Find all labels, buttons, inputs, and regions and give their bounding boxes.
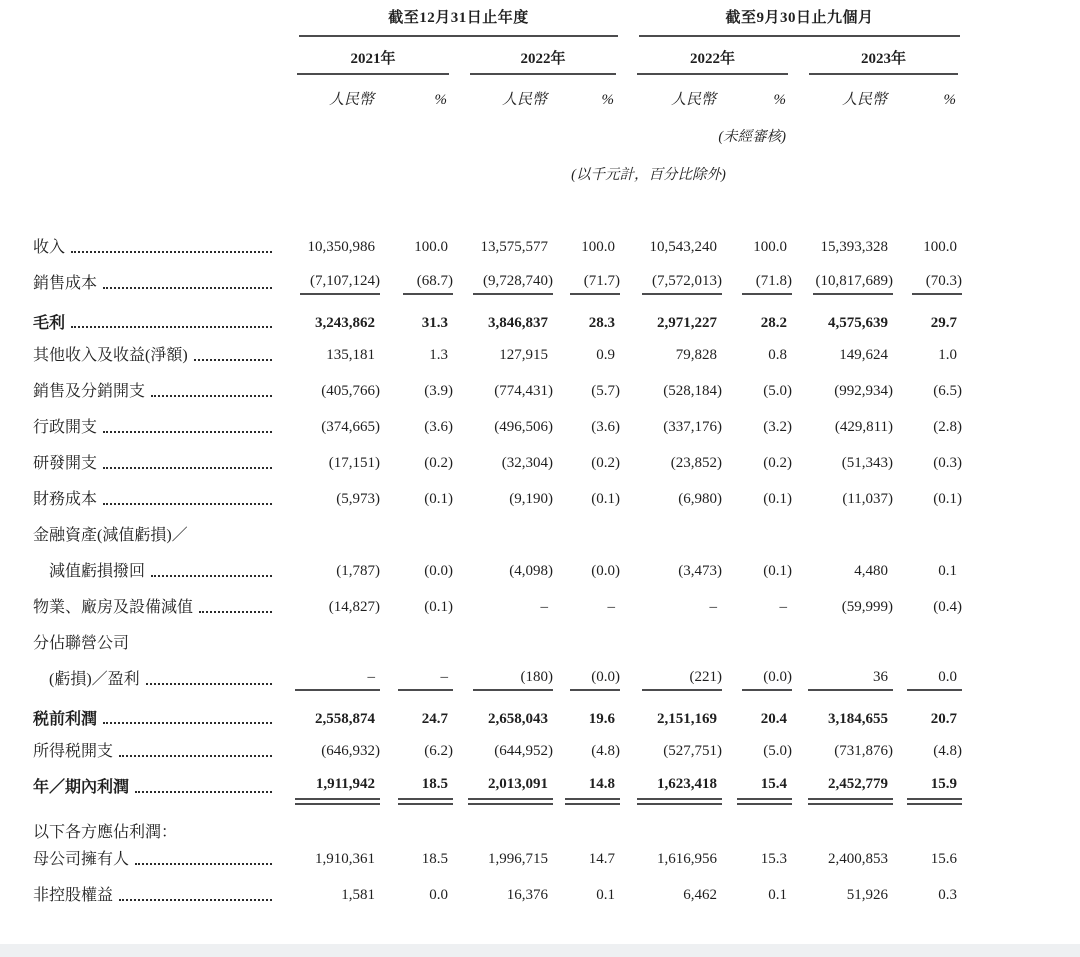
row-label: 銷售及分銷開支 (33, 374, 280, 410)
cell-value: 16,376 (506, 887, 548, 904)
unit-rmb: 人民幣 (328, 92, 374, 108)
cell-value: 15,393,328 (820, 239, 889, 256)
dot-leader (71, 326, 272, 328)
year-header-row (33, 37, 962, 75)
cell-value: 29.7 (930, 314, 958, 331)
cell-value: (496,506) (494, 419, 553, 436)
cell-value: 100.0 (923, 239, 958, 256)
cell-value: (4.8) (933, 743, 963, 760)
dot-leader (135, 863, 272, 865)
cell-value: (5.0) (763, 743, 793, 760)
cell-value (792, 518, 893, 554)
cell-value (620, 518, 722, 554)
row-label: 年／期內利潤 (33, 770, 280, 806)
cell-value: (0.0) (424, 563, 453, 580)
cell-value: (51,343) (841, 455, 894, 472)
dot-leader (119, 755, 272, 757)
cell-value: (0.4) (933, 599, 963, 616)
cell-value: (0.0) (722, 662, 792, 698)
cell-value: 1.3 (429, 347, 448, 364)
cell-value: 0.3 (938, 887, 958, 904)
cell-value (280, 626, 380, 662)
cell-value: (0.1) (763, 491, 793, 508)
unit-rmb: 人民幣 (842, 92, 888, 108)
page-bottom-strip (0, 944, 1080, 957)
cell-value: 0.8 (768, 347, 788, 364)
cell-value: 18.5 (380, 770, 453, 806)
dot-leader (103, 722, 272, 724)
dot-leader (103, 431, 272, 433)
cell-value: (71.7) (553, 266, 620, 302)
year-col-2022fy: 2022年 (453, 37, 620, 75)
cell-value: 2,452,779 (792, 770, 893, 806)
cell-value: (0.1) (424, 491, 453, 508)
row-label: 行政開支 (33, 410, 280, 446)
table-row (33, 878, 962, 914)
cell-value: (59,999) (841, 599, 894, 616)
cell-value: (0.1) (424, 599, 453, 616)
unaudited-note: (未經審核) (718, 129, 787, 145)
cell-value: 18.5 (421, 851, 448, 868)
cell-value: 1,581 (341, 887, 375, 904)
cell-value: – (540, 599, 548, 616)
row-label: 銷售成本 (33, 266, 280, 302)
table-row (33, 770, 962, 806)
dot-leader (194, 359, 272, 361)
dot-leader (151, 575, 272, 577)
cell-value: (527,751) (663, 743, 723, 760)
row-label: 減值虧損撥回 (33, 554, 280, 590)
row-label: 金融資產(減值虧損)／ (33, 527, 188, 545)
cell-value: (774,431) (494, 383, 553, 400)
cell-value: (2.8) (933, 419, 963, 436)
cell-value: 0.1 (768, 887, 788, 904)
dot-leader (103, 287, 272, 289)
dot-leader (151, 395, 272, 397)
cell-value: 2,558,874 (315, 710, 375, 727)
period-9m-group (620, 0, 962, 37)
cell-value: (5.0) (763, 383, 793, 400)
cell-value: 10,543,240 (649, 239, 718, 256)
cell-value: 79,828 (675, 347, 718, 364)
row-label: 分佔聯營公司 (33, 635, 130, 653)
cell-value: 0.1 (596, 887, 616, 904)
cell-value: 1,623,418 (620, 770, 722, 806)
cell-value (722, 806, 792, 842)
cell-value: 0.0 (429, 887, 448, 904)
cell-value: 3,243,862 (315, 314, 375, 331)
dot-leader (146, 683, 272, 685)
cell-value: (9,190) (509, 491, 553, 508)
cell-value: 100.0 (581, 239, 616, 256)
corner-cell (33, 0, 280, 37)
cell-value: (3,473) (678, 563, 723, 580)
unit-pct: % (601, 92, 615, 108)
cell-value: 1.0 (938, 347, 958, 364)
cell-value: (9,728,740) (453, 266, 553, 302)
cell-value (553, 626, 620, 662)
cell-value: (68.7) (380, 266, 453, 302)
year-col-2023-9m: 2023年 (792, 37, 962, 75)
cell-value: (6.2) (424, 743, 453, 760)
table-row (33, 554, 962, 590)
row-label: 財務成本 (33, 482, 280, 518)
cell-value (380, 518, 453, 554)
cell-value: – (380, 662, 453, 698)
cell-value: 28.3 (588, 314, 616, 331)
cell-value: (7,107,124) (280, 266, 380, 302)
header-spacer (33, 186, 962, 230)
table-row (33, 482, 962, 518)
row-label: 毛利 (33, 302, 280, 338)
dot-leader (103, 503, 272, 505)
cell-value: (11,037) (842, 491, 894, 508)
cell-value: 3,846,837 (488, 314, 548, 331)
cell-value: (992,934) (834, 383, 894, 400)
cell-value: 2,151,169 (657, 710, 718, 727)
period-header-row (33, 0, 962, 37)
cell-value: (7,572,013) (620, 266, 722, 302)
cell-value: 127,915 (499, 347, 548, 364)
cell-value (280, 518, 380, 554)
units-note-row (33, 148, 962, 186)
table-row (33, 842, 962, 878)
table-row (33, 590, 962, 626)
year-col-2021: 2021年 (280, 37, 453, 75)
cell-value: (71.8) (722, 266, 792, 302)
unit-pct: % (434, 92, 447, 108)
unit-rmb: 人民幣 (671, 92, 717, 108)
cell-value (792, 806, 893, 842)
cell-value: (644,952) (494, 743, 553, 760)
row-label: 收入 (33, 230, 280, 266)
cell-value: (3.6) (591, 419, 621, 436)
unaudited-row (33, 110, 962, 148)
cell-value (620, 806, 722, 842)
cell-value: (731,876) (834, 743, 894, 760)
cell-value: (374,665) (321, 419, 380, 436)
cell-value: 28.2 (760, 314, 788, 331)
cell-value: (3.9) (424, 383, 453, 400)
cell-value: (0.0) (591, 563, 621, 580)
cell-value: (0.0) (553, 662, 620, 698)
cell-value: (646,932) (321, 743, 380, 760)
cell-value: 15.4 (722, 770, 792, 806)
cell-value (893, 626, 962, 662)
cell-value: 4,480 (854, 563, 889, 580)
cell-value: (32,304) (501, 455, 553, 472)
table-row (33, 266, 962, 302)
cell-value: (0.1) (933, 491, 963, 508)
cell-value: (17,151) (328, 455, 380, 472)
row-label: (虧損)／盈利 (33, 662, 280, 698)
period-fy-group (280, 0, 620, 37)
cell-value: 1,616,956 (657, 851, 718, 868)
cell-value (380, 626, 453, 662)
cell-value: (3.2) (763, 419, 793, 436)
units-note: (以千元計，百分比除外) (571, 167, 726, 183)
cell-value: (0.1) (763, 563, 793, 580)
cell-value: 2,400,853 (828, 851, 889, 868)
cell-value (453, 518, 553, 554)
cell-value: (3.6) (424, 419, 453, 436)
dot-leader (135, 791, 272, 793)
cell-value: 3,184,655 (828, 710, 889, 727)
cell-value: 15.9 (893, 770, 962, 806)
table-body (33, 230, 962, 914)
cell-value (722, 626, 792, 662)
cell-value: (0.2) (424, 455, 453, 472)
period-fy-label: 截至12月31日止年度 (299, 6, 618, 37)
cell-value: (6,980) (678, 491, 723, 508)
table-row (33, 410, 962, 446)
cell-value: – (709, 599, 718, 616)
cell-value: 14.7 (588, 851, 616, 868)
table-header (33, 0, 962, 230)
cell-value (893, 806, 962, 842)
cell-value (280, 806, 380, 842)
cell-value: (528,184) (663, 383, 723, 400)
cell-value: – (779, 599, 788, 616)
cell-value: (0.2) (763, 455, 793, 472)
unit-rmb: 人民幣 (501, 92, 547, 108)
dot-leader (199, 611, 272, 613)
cell-value: (429,811) (834, 419, 894, 436)
cell-value: 14.8 (553, 770, 620, 806)
cell-value: (4,098) (509, 563, 553, 580)
cell-value: 19.6 (588, 710, 616, 727)
cell-value: (1,787) (336, 563, 380, 580)
row-label: 非控股權益 (33, 878, 280, 914)
cell-value: 36 (792, 662, 893, 698)
cell-value: – (280, 662, 380, 698)
table-row (33, 734, 962, 770)
cell-value (553, 518, 620, 554)
dot-leader (119, 899, 272, 901)
cell-value: 15.6 (930, 851, 958, 868)
row-label: 以下各方應佔利潤： (33, 823, 178, 841)
dot-leader (71, 251, 272, 253)
cell-value (722, 518, 792, 554)
table-row (33, 806, 962, 842)
cell-value: (70.3) (893, 266, 962, 302)
cell-value (620, 626, 722, 662)
cell-value: 0.1 (938, 563, 958, 580)
cell-value: (337,176) (663, 419, 723, 436)
income-statement-table (33, 0, 962, 914)
cell-value: 4,575,639 (828, 314, 889, 331)
cell-value: 51,926 (846, 887, 889, 904)
cell-value: 100.0 (753, 239, 788, 256)
table-row (33, 518, 962, 554)
cell-value: (0.1) (591, 491, 621, 508)
cell-value: (180) (453, 662, 553, 698)
cell-value: (5.7) (591, 383, 621, 400)
cell-value: (221) (620, 662, 722, 698)
cell-value: 6,462 (683, 887, 718, 904)
table-row (33, 626, 962, 662)
period-9m-label: 截至9月30日止九個月 (639, 6, 960, 37)
cell-value: 20.4 (760, 710, 788, 727)
cell-value: 100.0 (414, 239, 448, 256)
cell-value: 1,910,361 (315, 851, 375, 868)
cell-value: (405,766) (321, 383, 380, 400)
cell-value: 1,996,715 (488, 851, 548, 868)
cell-value: (10,817,689) (792, 266, 893, 302)
row-label: 其他收入及收益(淨額) (33, 338, 280, 374)
cell-value: 10,350,986 (307, 239, 375, 256)
cell-value: 149,624 (839, 347, 889, 364)
cell-value (453, 626, 553, 662)
cell-value: (5,973) (336, 491, 380, 508)
cell-value: 13,575,577 (480, 239, 548, 256)
cell-value: 2,013,091 (453, 770, 553, 806)
table-row (33, 230, 962, 266)
cell-value: 20.7 (930, 710, 958, 727)
cell-value (453, 806, 553, 842)
cell-value: (6.5) (933, 383, 963, 400)
cell-value: (0.2) (591, 455, 621, 472)
cell-value: (23,852) (670, 455, 723, 472)
cell-value: 15.3 (760, 851, 788, 868)
cell-value: 1,911,942 (280, 770, 380, 806)
cell-value (893, 518, 962, 554)
table-row (33, 446, 962, 482)
unit-header-row (33, 75, 962, 110)
cell-value: (14,827) (328, 599, 380, 616)
row-label: 母公司擁有人 (33, 842, 280, 878)
cell-value: 135,181 (326, 347, 375, 364)
cell-value (792, 626, 893, 662)
cell-value: 31.3 (421, 314, 448, 331)
row-label: 研發開支 (33, 446, 280, 482)
cell-value: 2,658,043 (488, 710, 548, 727)
cell-value: – (607, 599, 616, 616)
table-row (33, 302, 962, 338)
cell-value: 24.7 (421, 710, 448, 727)
cell-value: 0.0 (893, 662, 962, 698)
unit-pct: % (943, 92, 957, 108)
table-row (33, 374, 962, 410)
row-label: 所得税開支 (33, 734, 280, 770)
row-label: 物業、廠房及設備減值 (33, 590, 280, 626)
table-row (33, 338, 962, 374)
cell-value: 0.9 (596, 347, 616, 364)
cell-value: 2,971,227 (657, 314, 718, 331)
dot-leader (103, 467, 272, 469)
table-row (33, 662, 962, 698)
cell-value: (4.8) (591, 743, 621, 760)
year-col-2022-9m: 2022年 (620, 37, 792, 75)
unit-pct: % (773, 92, 787, 108)
cell-value (380, 806, 453, 842)
cell-value: (0.3) (933, 455, 963, 472)
cell-value (553, 806, 620, 842)
row-label: 税前利潤 (33, 698, 280, 734)
table-row (33, 698, 962, 734)
